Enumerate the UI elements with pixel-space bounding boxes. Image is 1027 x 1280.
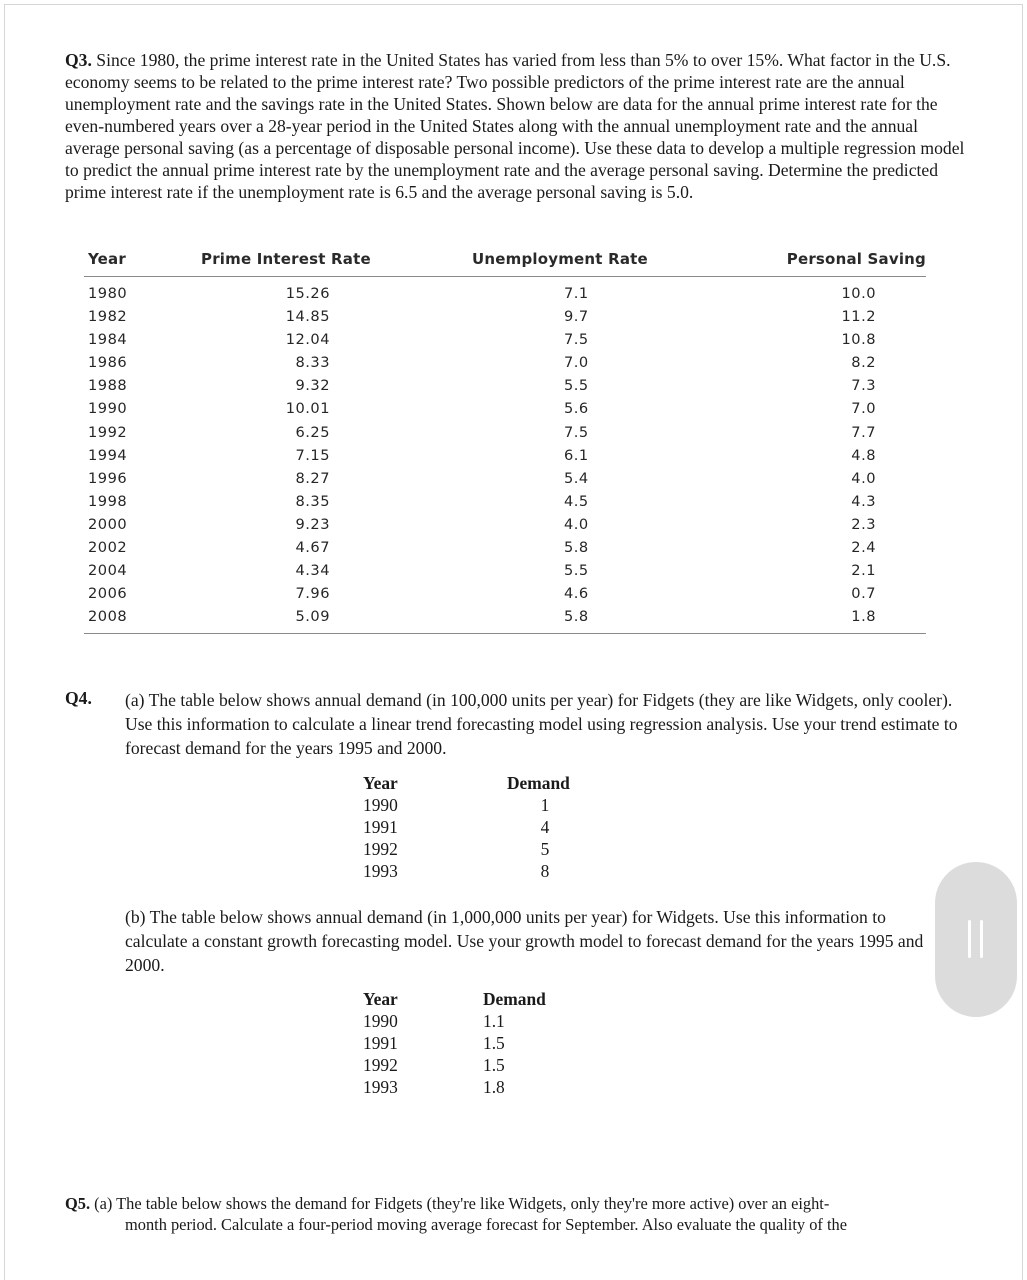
- q4a-paragraph: (a) The table below shows annual demand (in 100,000 units per year) for Fidgets (they are like Widgets, only cooler). Use this information to calculate a linear trend forecasting model using regression analysis. Use your trend estimate to forecast demand for the years 1995 and 2000.: [125, 690, 958, 758]
- q4a-header-demand: Demand: [507, 773, 570, 793]
- header-prime-interest-rate: Prime Interest Rate: [201, 250, 371, 268]
- table-row: [84, 377, 926, 400]
- table-row: [84, 585, 926, 608]
- q3-body: Since 1980, the prime interest rate in the United States has varied from less than 5% to over 15%. What factor in the U.S. economy seems to be related to the prime interest rate? Two possible predictors of the prime interest rate are the annual unemployment rate and the savings rate in the United States. Shown below are data for the annual prime interest rate for the even-numbered years over a 28-year period in the United States along with the annual unemployment rate and the annual average personal saving (as a percentage of disposable personal income). Use these data to develop a multiple regression model to predict the annual prime interest rate by the unemployment rate and the average personal saving. Determine the predicted prime interest rate if the unemployment rate is 6.5 and the average personal saving is 5.0.: [65, 50, 965, 202]
- list-item-year: 1990: [363, 795, 398, 815]
- cell-unemployment-rate: 5.8: [564, 608, 589, 626]
- list-item-year: 1993: [363, 861, 398, 881]
- list-item-year: 1992: [363, 839, 398, 859]
- cell-unemployment-rate: 9.7: [564, 308, 589, 326]
- cell-year: 2008: [88, 608, 128, 626]
- cell-prime-interest-rate: 7.96: [295, 585, 330, 603]
- cell-personal-saving: 10.8: [841, 331, 876, 349]
- q3-table-body: [84, 277, 926, 631]
- list-item-demand: 4: [540, 817, 550, 837]
- cell-year: 2000: [88, 515, 128, 533]
- cell-personal-saving: 4.3: [851, 492, 876, 510]
- q4a-table: [363, 773, 603, 883]
- table-row: [84, 562, 926, 585]
- table-row: [84, 331, 926, 354]
- table-row: [84, 608, 926, 631]
- cell-prime-interest-rate: 8.35: [295, 492, 330, 510]
- cell-prime-interest-rate: 10.01: [285, 400, 330, 418]
- cell-year: 1988: [88, 377, 128, 395]
- q5-line1: (a) The table below shows the demand for Fidgets (they're like Widgets, only they're more active) over an eight-: [94, 1194, 830, 1213]
- cell-unemployment-rate: 5.5: [564, 377, 589, 395]
- cell-unemployment-rate: 5.8: [564, 539, 589, 557]
- scroll-handle[interactable]: [935, 862, 1017, 1017]
- cell-year: 1996: [88, 469, 128, 487]
- cell-personal-saving: 0.7: [851, 585, 876, 603]
- cell-personal-saving: 2.1: [851, 562, 876, 580]
- list-item-demand: 8: [540, 861, 550, 881]
- table-row: [84, 493, 926, 516]
- table-row: [84, 308, 926, 331]
- table-row: [84, 470, 926, 493]
- header-unemployment-rate: Unemployment Rate: [472, 250, 648, 268]
- header-year: Year: [88, 250, 126, 268]
- cell-year: 1980: [88, 285, 128, 302]
- list-item-year: 1990: [363, 1011, 398, 1031]
- table-row: [84, 424, 926, 447]
- list-item-demand: 5: [540, 839, 550, 859]
- cell-prime-interest-rate: 14.85: [285, 308, 330, 326]
- q3-label: Q3.: [65, 50, 92, 70]
- cell-unemployment-rate: 7.5: [564, 331, 589, 349]
- q4b-paragraph: (b) The table below shows annual demand (in 1,000,000 units per year) for Widgets. Use this information to calculate a constant growth forecasting model. Use your growth model to forecast demand for the years 1995 and 2000.: [125, 907, 924, 975]
- cell-personal-saving: 8.2: [851, 354, 876, 372]
- q4b-table: [363, 989, 603, 1099]
- list-item-demand: 1.5: [483, 1033, 505, 1053]
- cell-prime-interest-rate: 4.34: [295, 562, 330, 580]
- table-row: [84, 539, 926, 562]
- q3-data-table: [84, 250, 926, 634]
- cell-year: 2006: [88, 585, 128, 603]
- cell-year: 1994: [88, 446, 128, 464]
- cell-prime-interest-rate: 7.15: [295, 446, 330, 464]
- cell-personal-saving: 10.0: [841, 285, 876, 302]
- q4b-header-demand: Demand: [483, 989, 546, 1009]
- cell-prime-interest-rate: 8.27: [295, 469, 330, 487]
- cell-personal-saving: 2.4: [851, 539, 876, 557]
- q4b-header-year: Year: [363, 989, 398, 1009]
- cell-unemployment-rate: 7.1: [564, 285, 589, 302]
- header-personal-saving: Personal Saving: [786, 250, 926, 268]
- q5-paragraph: [65, 1193, 945, 1235]
- list-item-year: 1991: [363, 1033, 398, 1053]
- cell-year: 1986: [88, 354, 128, 372]
- q3-paragraph: [65, 49, 965, 203]
- grip-line-icon: [968, 920, 971, 958]
- list-item-year: 1993: [363, 1077, 398, 1097]
- cell-prime-interest-rate: 5.09: [295, 608, 330, 626]
- cell-unemployment-rate: 4.6: [564, 585, 589, 603]
- cell-prime-interest-rate: 8.33: [295, 354, 330, 372]
- cell-year: 2004: [88, 562, 128, 580]
- cell-personal-saving: 7.3: [851, 377, 876, 395]
- cell-prime-interest-rate: 12.04: [285, 331, 330, 349]
- cell-unemployment-rate: 7.0: [564, 354, 589, 372]
- cell-personal-saving: 7.7: [851, 423, 876, 441]
- q4-label: Q4.: [65, 688, 92, 708]
- cell-year: 1992: [88, 423, 128, 441]
- q4a-header-year: Year: [363, 773, 398, 793]
- cell-unemployment-rate: 4.5: [564, 492, 589, 510]
- cell-year: 2002: [88, 539, 128, 557]
- cell-unemployment-rate: 7.5: [564, 423, 589, 441]
- list-item-demand: 1.8: [483, 1077, 505, 1097]
- cell-unemployment-rate: 4.0: [564, 515, 589, 533]
- list-item-year: 1992: [363, 1055, 398, 1075]
- q5-line2: month period. Calculate a four-period moving average forecast for September. Also evaluate the quality of the: [125, 1215, 847, 1234]
- cell-unemployment-rate: 6.1: [564, 446, 589, 464]
- cell-unemployment-rate: 5.5: [564, 562, 589, 580]
- cell-unemployment-rate: 5.6: [564, 400, 589, 418]
- cell-unemployment-rate: 5.4: [564, 469, 589, 487]
- table-row: [84, 447, 926, 470]
- cell-prime-interest-rate: 9.32: [295, 377, 330, 395]
- cell-prime-interest-rate: 4.67: [295, 539, 330, 557]
- grip-line-icon: [980, 920, 983, 958]
- cell-personal-saving: 7.0: [851, 400, 876, 418]
- table-row: [84, 516, 926, 539]
- table-row: [84, 285, 926, 308]
- cell-personal-saving: 2.3: [851, 515, 876, 533]
- cell-prime-interest-rate: 6.25: [295, 423, 330, 441]
- cell-prime-interest-rate: 9.23: [295, 515, 330, 533]
- cell-prime-interest-rate: 15.26: [285, 285, 330, 302]
- cell-year: 1990: [88, 400, 128, 418]
- cell-year: 1982: [88, 308, 128, 326]
- list-item-demand: 1.5: [483, 1055, 505, 1075]
- cell-year: 1984: [88, 331, 128, 349]
- cell-personal-saving: 4.0: [851, 469, 876, 487]
- list-item-year: 1991: [363, 817, 398, 837]
- table-row: [84, 400, 926, 423]
- q3-table-bottom-rule: [84, 633, 926, 634]
- cell-personal-saving: 4.8: [851, 446, 876, 464]
- list-item-demand: 1: [540, 795, 550, 815]
- q5-label: Q5.: [65, 1194, 91, 1213]
- cell-personal-saving: 1.8: [851, 608, 876, 626]
- q3-table-header: [84, 250, 926, 277]
- table-row: [84, 354, 926, 377]
- list-item-demand: 1.1: [483, 1011, 505, 1031]
- cell-year: 1998: [88, 492, 128, 510]
- cell-personal-saving: 11.2: [841, 308, 876, 326]
